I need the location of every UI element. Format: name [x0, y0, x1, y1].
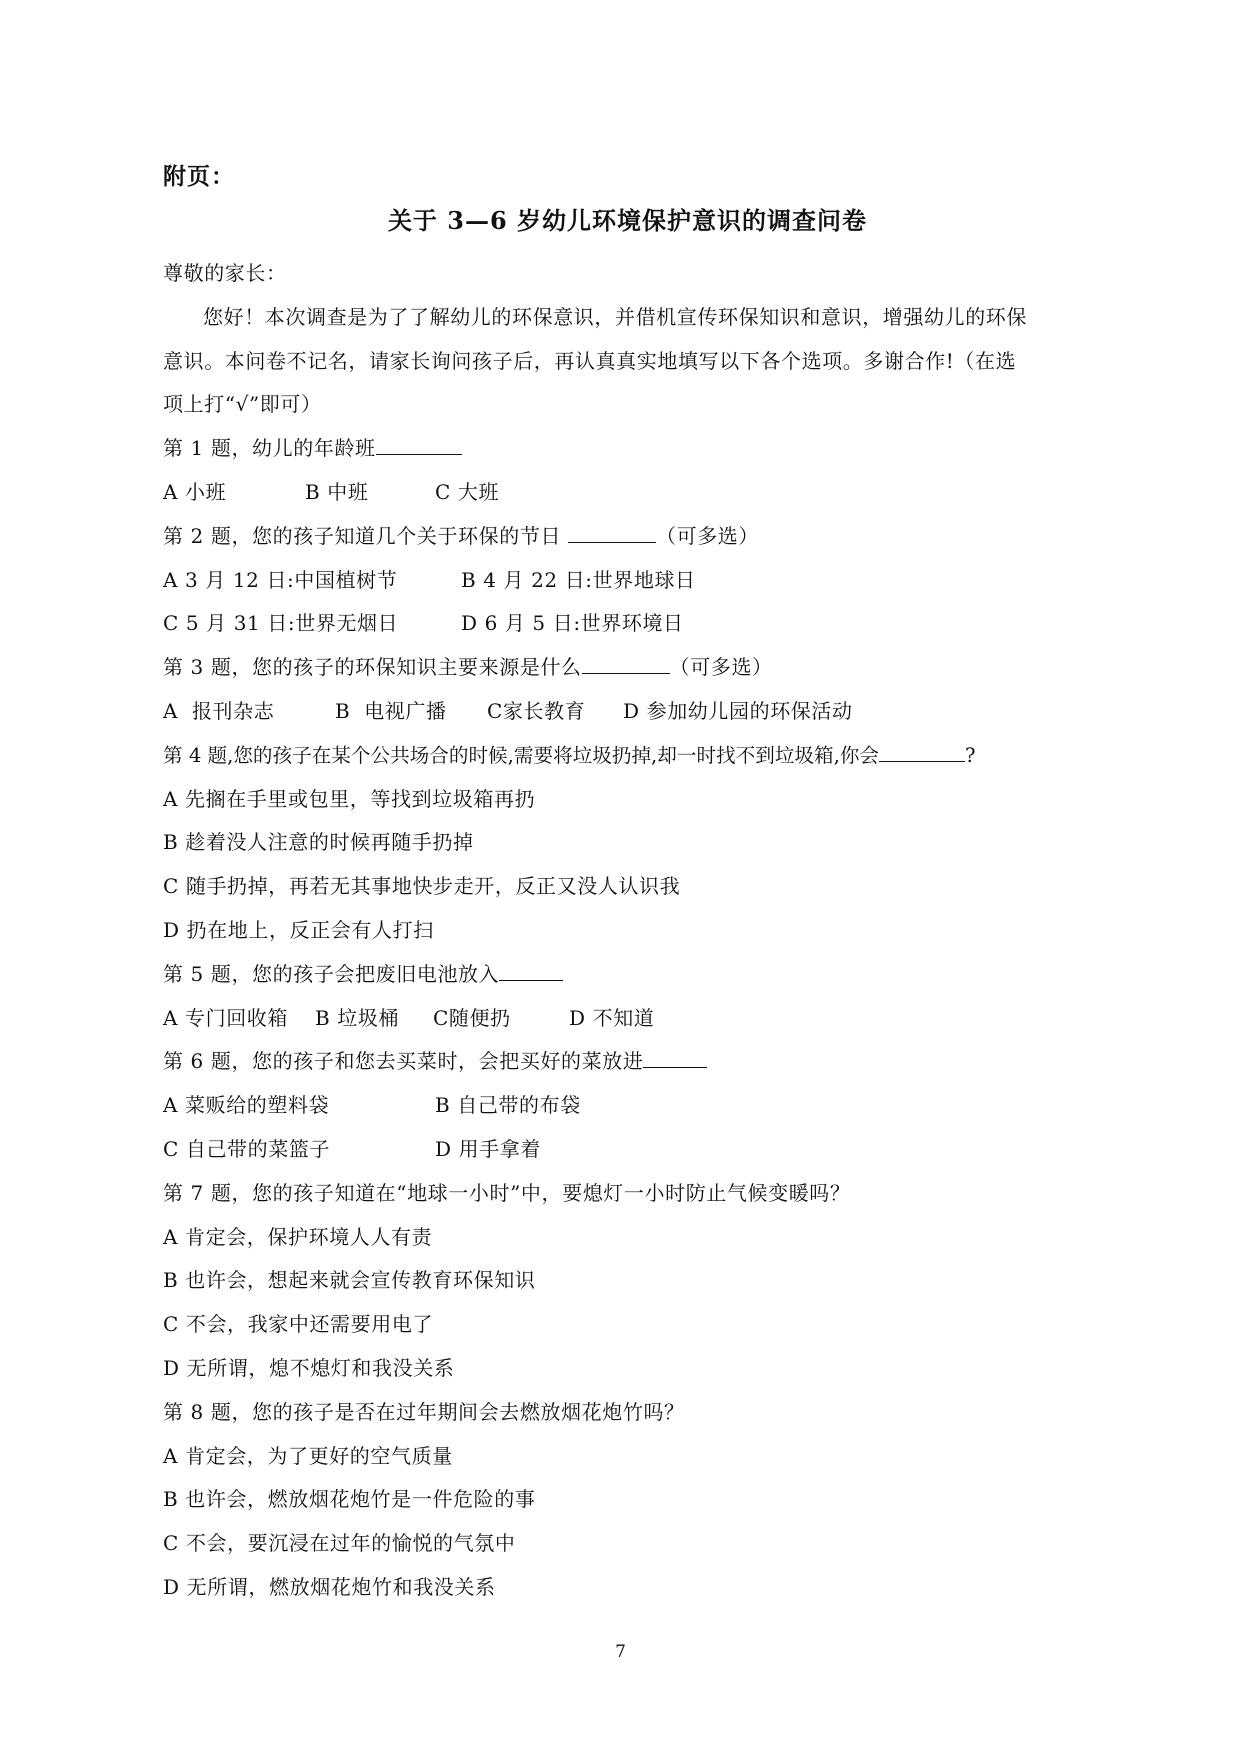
option[interactable]: A 肯定会，保护环境人人有责	[163, 1224, 433, 1249]
option[interactable]: A 小班	[163, 479, 227, 504]
option[interactable]: B 4 月 22 日:世界地球日	[461, 567, 696, 592]
option[interactable]: B 也许会，燃放烟花炮竹是一件危险的事	[163, 1487, 536, 1512]
appendix-label: 附页：	[163, 163, 235, 190]
question-text: 第 1 题，幼儿的年龄班	[163, 436, 376, 461]
question-3-options	[163, 690, 1083, 734]
option[interactable]: A 3 月 12 日:中国植树节	[163, 567, 398, 592]
question-note: （可多选）	[669, 655, 773, 680]
question-7: 第 7 题，您的孩子知道在“地球一小时”中，要熄灯一小时防止气候变暖吗？	[163, 1180, 851, 1205]
question-note: （可多选）	[656, 523, 759, 548]
question-8: 第 8 题，您的孩子是否在过年期间会去燃放烟花炮竹吗？	[163, 1399, 685, 1424]
page-title: 关于 3—6 岁幼儿环境保护意识的调查问卷	[387, 206, 868, 235]
greeting: 尊敬的家长：	[163, 261, 287, 285]
option[interactable]: C 随手扔掉，再若无其事地快步走开，反正又没人认识我	[163, 874, 681, 899]
answer-blank[interactable]	[499, 958, 563, 981]
question-5-options	[163, 997, 1083, 1041]
question-6-options	[163, 1128, 1083, 1172]
option[interactable]: D 不知道	[569, 1005, 655, 1030]
option[interactable]: B 趁着没人注意的时候再随手扔掉	[163, 830, 474, 855]
question-6-options	[163, 1084, 1083, 1128]
answer-blank[interactable]	[643, 1045, 707, 1068]
question-3	[163, 646, 1083, 690]
option[interactable]: D 扔在地上，反正会有人打扫	[163, 917, 434, 942]
option[interactable]: D 用手拿着	[435, 1136, 541, 1161]
intro-line: 项上打“√”即可）	[163, 392, 322, 417]
question-2-options	[163, 602, 1083, 646]
option[interactable]: B 中班	[305, 479, 369, 504]
answer-blank[interactable]	[568, 520, 656, 543]
option[interactable]: A 肯定会，为了更好的空气质量	[163, 1443, 453, 1468]
option[interactable]: A 报刊杂志	[163, 698, 275, 723]
question-mark: ?	[965, 743, 976, 767]
option[interactable]: C 不会，要沉浸在过年的愉悦的气氛中	[163, 1531, 516, 1556]
option[interactable]: D 无所谓，熄不熄灯和我没关系	[163, 1355, 455, 1380]
option[interactable]: D 参加幼儿园的环保活动	[623, 698, 853, 723]
option[interactable]: A 菜贩给的塑料袋	[163, 1093, 330, 1118]
option[interactable]: D 无所谓，燃放烟花炮竹和我没关系	[163, 1574, 496, 1599]
answer-blank[interactable]	[582, 651, 670, 674]
option[interactable]: C 不会，我家中还需要用电了	[163, 1312, 434, 1337]
option[interactable]: A 先搁在手里或包里，等找到垃圾箱再扔	[163, 786, 536, 811]
option[interactable]: B 自己带的布袋	[435, 1093, 581, 1118]
intro-line: 您好！本次调查是为了了解幼儿的环保意识，并借机宣传环保知识和意识，增强幼儿的环保	[203, 304, 1027, 329]
question-1-options	[163, 471, 1083, 515]
questionnaire-body	[163, 252, 1083, 1610]
option[interactable]: C家长教育	[487, 698, 586, 723]
option[interactable]: D 6 月 5 日:世界环境日	[461, 611, 684, 636]
option[interactable]: C随便扔	[433, 1005, 511, 1030]
option[interactable]: C 5 月 31 日:世界无烟日	[163, 611, 399, 636]
question-text: 第 3 题，您的孩子的环保知识主要来源是什么	[163, 655, 582, 680]
question-text: 第 4 题,您的孩子在某个公共场合的时候,需要将垃圾扔掉,却一时找不到垃圾箱,你会	[163, 743, 880, 767]
question-2-options	[163, 559, 1083, 603]
question-5	[163, 953, 1083, 997]
question-text: 第 2 题，您的孩子知道几个关于环保的节日	[163, 523, 568, 548]
option[interactable]: C 大班	[435, 479, 500, 504]
question-4	[163, 734, 1083, 778]
question-6	[163, 1040, 1083, 1084]
answer-blank[interactable]	[879, 739, 965, 762]
option[interactable]: B 电视广播	[335, 698, 447, 723]
question-text: 第 5 题，您的孩子会把废旧电池放入	[163, 961, 500, 986]
option[interactable]: B 垃圾桶	[315, 1005, 400, 1030]
page-number: 7	[615, 1642, 626, 1662]
intro-line: 意识。本问卷不记名，请家长询问孩子后，再认真真实地填写以下各个选项。多谢合作!（在选	[163, 348, 1017, 373]
option[interactable]: C 自己带的菜篮子	[163, 1136, 331, 1161]
option[interactable]: B 也许会，想起来就会宣传教育环保知识	[163, 1268, 536, 1293]
question-1	[163, 427, 1083, 471]
question-2	[163, 515, 1083, 559]
option[interactable]: A 专门回收箱	[163, 1005, 289, 1030]
answer-blank[interactable]	[376, 432, 462, 455]
question-text: 第 6 题，您的孩子和您去买菜时，会把买好的菜放进	[163, 1049, 644, 1074]
